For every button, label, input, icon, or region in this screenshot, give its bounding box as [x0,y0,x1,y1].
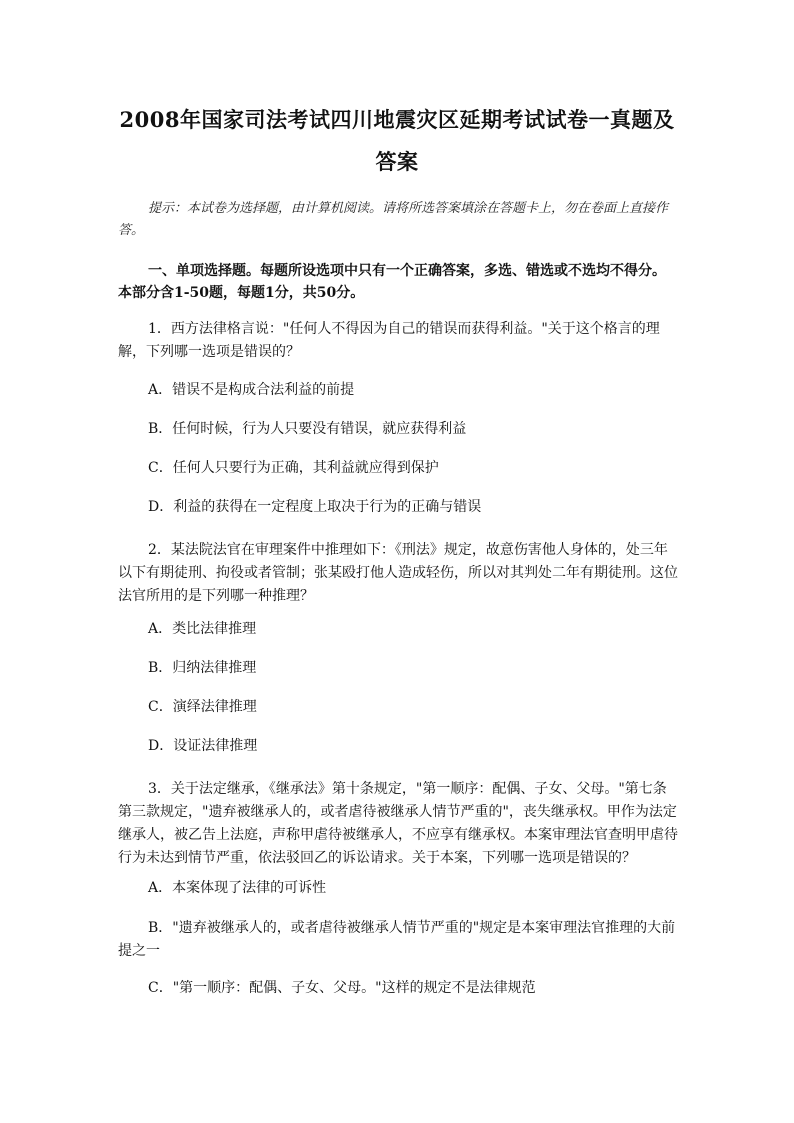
exam-tip-text: 提示：本试卷为选择题，由计算机阅读。请将所选答案填涂在答题卡上，勿在卷面上直接作答。 [118,201,669,238]
question-1-option-d: D．利益的获得在一定程度上取决于行为的正确与错误 [148,499,482,515]
question-3-option-c: C．"第一顺序：配偶、子女、父母。"这样的规定不是法律规范 [148,980,536,996]
question-2 [118,539,678,608]
question-1-text: 1．西方法律格言说："任何人不得因为自己的错误而获得利益。"关于这个格言的理解，下列哪一选项是错误的？ [118,321,660,360]
question-1-option-b: B．任何时候，行为人只要没有错误，就应获得利益 [148,421,467,437]
section-heading [118,260,678,304]
exam-tip [118,198,678,242]
question-1 [118,318,678,364]
question-3-text: 3．关于法定继承，《继承法》第十条规定，"第一顺序：配偶、子女、父母。"第七条第三款规定，"遗弃被继承人的，或者虐待被继承人情节严重的"，丧失继承权。甲作为法定继承人，被乙告上法庭，声称甲虐待被继承人，不应享有继承权。本案审理法官查明甲虐待行为未达到情节严重，依法驳回乙的诉讼请求。关于本案，下列哪一选项是错误的？ [118,781,678,866]
document-title-line-2: 答案 [375,149,419,174]
question-2-option-a: A．类比法律推理 [148,621,257,637]
section-heading-text: 一、单项选择题。每题所设选项中只有一个正确答案，多选、错选或不选均不得分。本部分含1-50题，每题1分，共50分。 [118,263,666,301]
question-2-option-c: C．演绎法律推理 [148,699,257,715]
question-3-option-b-block [118,917,678,963]
question-3-option-a: A．本案体现了法律的可诉性 [148,880,327,896]
question-2-option-d: D．设证法律推理 [148,738,258,754]
document-title-line-1: 2008年国家司法考试四川地震灾区延期考试试卷一真题及 [119,107,675,132]
question-2-text: 2．某法院法官在审理案件中推理如下：《刑法》规定，故意伤害他人身体的，处三年以下有期徒刑、拘役或者管制；张某殴打他人造成轻伤，所以对其判处二年有期徒刑。这位法官所用的是下列哪一种推理？ [118,542,678,604]
question-1-option-c: C．任何人只要行为正确，其利益就应得到保护 [148,460,439,476]
question-3-option-b: B．"遗弃被继承人的，或者虐待被继承人情节严重的"规定是本案审理法官推理的大前提之一 [118,920,676,959]
question-1-option-a: A．错误不是构成合法利益的前提 [148,382,355,398]
question-3 [118,778,678,870]
question-2-option-b: B．归纳法律推理 [148,660,257,676]
